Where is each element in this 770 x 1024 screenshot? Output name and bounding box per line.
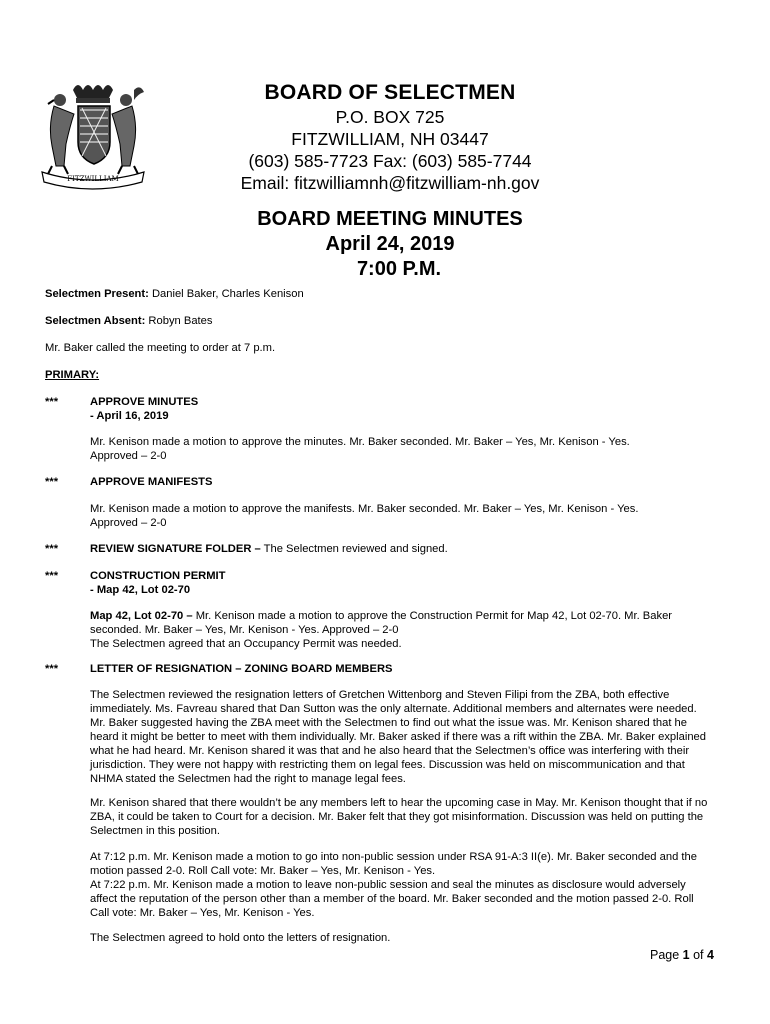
construction-permit-line1: Mr. Kenison made a motion to approve the Construction Permit for Map 42, Lot 02-70. Mr. Baker <box>192 610 673 622</box>
meeting-time: 7:00 P.M. <box>356 258 442 280</box>
paragraph-line: Call vote: Mr. Baker – Yes, Mr. Kenison - Yes. <box>90 907 315 919</box>
paragraph-line: Mr. Baker suggested having the ZBA meet with the Selectmen to find out what the issue was. Mr. Kenison shared that he <box>90 717 687 729</box>
org-title: BOARD OF SELECTMEN <box>264 81 516 104</box>
signature-folder-text: The Selectmen reviewed and signed. <box>260 543 448 555</box>
selectmen-absent <box>45 314 212 328</box>
primary-heading: PRIMARY: <box>45 369 100 381</box>
selectmen-present <box>45 287 304 301</box>
paragraph-line: affect the reputation of the person other than a member of the board. Mr. Baker seconded and the motion passed 2-0. Roll <box>90 893 694 905</box>
paragraph-line: The Selectmen reviewed the resignation letters of Gretchen Wittenborg and Steven Filipi from the ZBA, both effective <box>90 689 670 701</box>
page-total: 4 <box>707 948 714 962</box>
paragraph-line: immediately. Ms. Favreau shared that Dan Sutton was the only alternate. Additional members and alternates were needed. <box>90 703 697 715</box>
resignation-paragraph-1 <box>90 688 730 786</box>
resignation-paragraph-2 <box>90 796 730 838</box>
approve-minutes-date: - April 16, 2019 <box>90 410 169 422</box>
absent-label: Selectmen Absent: <box>45 315 146 327</box>
email-line: Email: fitzwilliamnh@fitzwilliam-nh.gov <box>240 173 540 193</box>
page-number <box>650 947 714 963</box>
approve-minutes-title: APPROVE MINUTES <box>90 396 199 408</box>
construction-permit-lead: Map 42, Lot 02-70 – <box>90 610 193 622</box>
approve-manifests-motion: Mr. Kenison made a motion to approve the manifests. Mr. Baker seconded. Mr. Baker – Yes, Mr. Kenison - Yes. <box>90 503 639 515</box>
item-marker: *** <box>45 543 59 555</box>
approve-manifests-title: APPROVE MANIFESTS <box>90 476 213 488</box>
approve-minutes-motion: Mr. Kenison made a motion to approve the minutes. Mr. Baker seconded. Mr. Baker – Yes, Mr. Kenison - Yes. <box>90 436 630 448</box>
construction-permit-title: CONSTRUCTION PERMIT <box>90 570 226 582</box>
item-marker: *** <box>45 663 59 675</box>
signature-folder-item <box>90 542 730 556</box>
construction-permit-line2: seconded. Mr. Baker – Yes, Mr. Kenison - Yes. Approved – 2-0 <box>90 624 399 636</box>
paragraph-line: Selectmen in this position. <box>90 825 220 837</box>
resignation-paragraph-3 <box>90 850 730 920</box>
po-box: P.O. BOX 725 <box>335 107 445 127</box>
construction-permit-lot: - Map 42, Lot 02-70 <box>90 584 191 596</box>
approve-minutes-result: Approved – 2-0 <box>90 450 167 462</box>
approve-manifests-result: Approved – 2-0 <box>90 517 167 529</box>
item-marker: *** <box>45 476 59 488</box>
present-names: Daniel Baker, Charles Kenison <box>148 288 304 300</box>
city-line: FITZWILLIAM, NH 03447 <box>291 129 489 149</box>
item-marker: *** <box>45 396 59 408</box>
letterhead <box>200 80 580 282</box>
paragraph-line: what he had heard. Mr. Kenison shared it was that and he also heard that the Selectmen’s office was interfering with their <box>90 745 690 757</box>
paragraph-line: motion passed 2-0. Roll Call vote: Mr. Baker – Yes, Mr. Kenison - Yes. <box>90 865 436 877</box>
paragraph-line: Mr. Kenison shared that there wouldn’t be any members left to hear the upcoming case in May. Mr. Kenison thought that if no <box>90 797 708 809</box>
construction-permit-line3: The Selectmen agreed that an Occupancy Permit was needed. <box>90 638 402 650</box>
present-label: Selectmen Present: <box>45 288 149 300</box>
absent-names: Robyn Bates <box>145 315 213 327</box>
seal-ribbon-text: FITZWILLIAM <box>67 175 119 183</box>
page-word: Page <box>650 948 683 962</box>
call-to-order: Mr. Baker called the meeting to order at 7 p.m. <box>45 342 276 354</box>
town-seal <box>38 76 148 191</box>
paragraph-line: jurisdiction. They were not happy with restricting them on legal fees. Discussion was held on miscommunication and that <box>90 759 685 771</box>
phone-fax: (603) 585-7723 Fax: (603) 585-7744 <box>248 151 532 171</box>
paragraph-line: ZBA, it could be taken to Court for a decision. Mr. Baker felt that they got misinformation. Discussion was held on putting the <box>90 811 704 823</box>
page-of: of <box>689 948 707 962</box>
meeting-date: April 24, 2019 <box>325 233 455 255</box>
page-current: 1 <box>682 948 690 962</box>
paragraph-line: At 7:22 p.m. Mr. Kenison made a motion to leave non-public session and seal the minutes as disclosure would adversely <box>90 879 686 891</box>
construction-permit-motion <box>90 609 730 623</box>
paragraph-line: At 7:12 p.m. Mr. Kenison made a motion to go into non-public session under RSA 91-A:3 II(e). Mr. Baker seconded and the <box>90 851 697 863</box>
item-marker: *** <box>45 570 59 582</box>
signature-folder-title: REVIEW SIGNATURE FOLDER – <box>90 543 261 555</box>
document-title: BOARD MEETING MINUTES <box>257 208 523 230</box>
resignation-paragraph-4: The Selectmen agreed to hold onto the letters of resignation. <box>90 932 391 944</box>
paragraph-line: NHMA stated the Selectmen had the right to manage legal fees. <box>90 773 406 785</box>
paragraph-line: heard it might be better to meet with them individually. Mr. Baker asked if there was a rift within the ZBA. Mr. Baker explained <box>90 731 707 743</box>
resignation-title: LETTER OF RESIGNATION – ZONING BOARD MEMBERS <box>90 663 393 675</box>
